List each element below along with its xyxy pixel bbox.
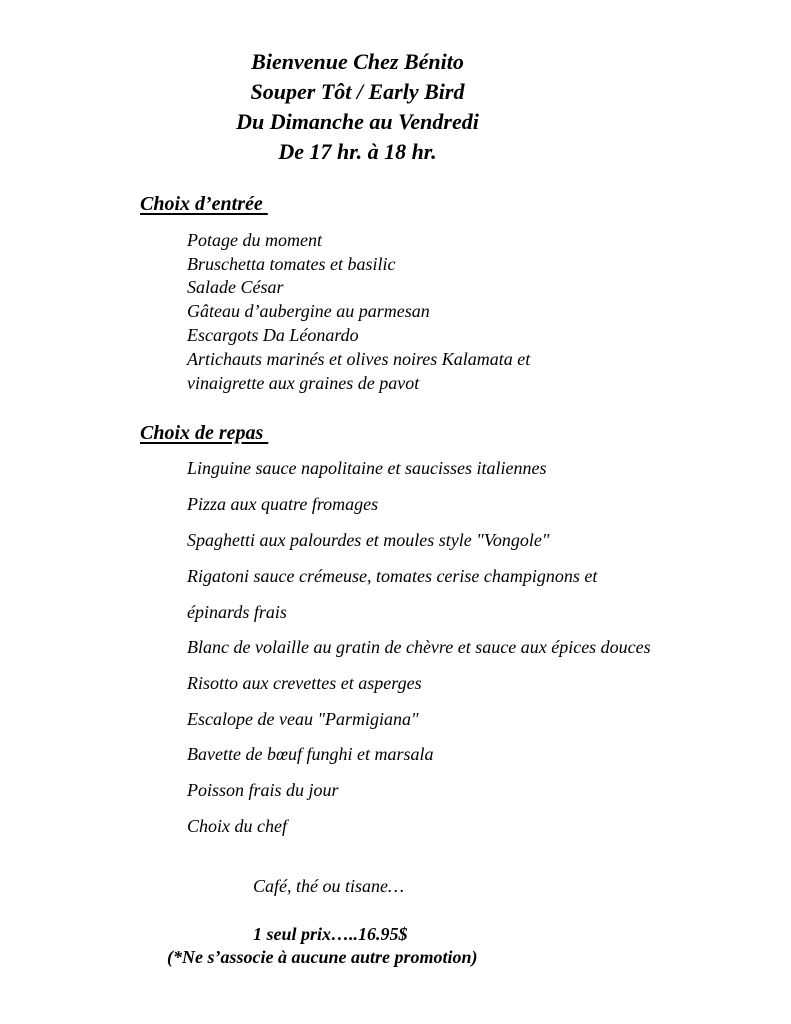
main-item: Blanc de volaille au gratin de chèvre et sauce aux épices douces xyxy=(187,637,651,657)
main-item: Risotto aux crevettes et asperges xyxy=(187,673,422,693)
mains-heading: Choix de repas xyxy=(140,422,269,444)
starter-item: Gâteau d’aubergine au parmesan xyxy=(187,301,430,321)
starter-item: Salade César xyxy=(187,277,284,297)
main-item: Choix du chef xyxy=(187,816,287,836)
main-item: Escalope de veau "Parmigiana" xyxy=(187,709,419,729)
promotion-note: (*Ne s’associe à aucune autre promotion) xyxy=(167,947,478,967)
starter-item: Artichauts marinés et olives noires Kalamata et xyxy=(187,349,531,369)
main-item: épinards frais xyxy=(187,602,287,622)
starter-item: Bruschetta tomates et basilic xyxy=(187,254,396,274)
menu-title-restaurant: Bienvenue Chez Bénito xyxy=(251,49,464,74)
main-item: Poisson frais du jour xyxy=(187,780,339,800)
main-item: Bavette de bœuf funghi et marsala xyxy=(187,744,434,764)
price-line: 1 seul prix…..16.95$ xyxy=(253,924,408,944)
drinks-line: Café, thé ou tisane… xyxy=(253,876,404,896)
main-item: Rigatoni sauce crémeuse, tomates cerise champignons et xyxy=(187,566,598,586)
starter-item: Escargots Da Léonardo xyxy=(187,325,359,345)
starters-heading: Choix d’entrée xyxy=(140,193,268,215)
menu-title-hours: De 17 hr. à 18 hr. xyxy=(278,139,437,164)
starter-item: vinaigrette aux graines de pavot xyxy=(187,373,420,393)
main-item: Spaghetti aux palourdes et moules style "Vongole" xyxy=(187,530,550,550)
menu-title-block xyxy=(0,47,715,167)
menu-title-service: Souper Tôt / Early Bird xyxy=(250,79,465,104)
main-item: Pizza aux quatre fromages xyxy=(187,494,379,514)
menu-title-days: Du Dimanche au Vendredi xyxy=(236,109,479,134)
starter-item: Potage du moment xyxy=(187,230,322,250)
main-item: Linguine sauce napolitaine et saucisses italiennes xyxy=(187,458,547,478)
